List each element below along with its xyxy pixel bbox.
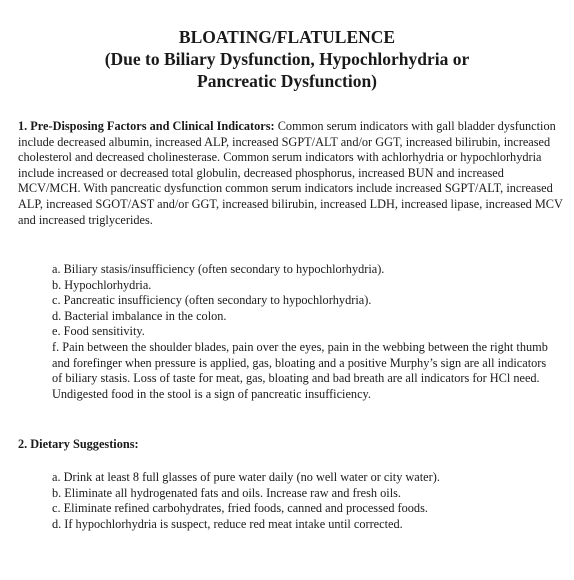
list-item: b. Hypochlorhydria. xyxy=(52,277,152,292)
cut-off-text-line xyxy=(52,534,312,542)
document-title: BLOATING/FLATULENCE xyxy=(178,27,396,47)
list-item: d. If hypochlorhydria is suspect, reduce red meat intake until corrected. xyxy=(52,516,403,531)
section-heading: 1. Pre-Disposing Factors and Clinical Indicators: xyxy=(18,119,275,133)
document-subtitle-line1: (Due to Biliary Dysfunction, Hypochlorhydria or xyxy=(104,49,470,69)
list-item: f. Pain between the shoulder blades, pain over the eyes, pain in the webbing between the right thumb and forefinger when pressure is applied, gas, bloating and a positive Murphy’s sign are all indicators of biliary stasis. Loss of taste for meat, gas, bloating and bad breath are all indicators for HCl need. Undigested food in the stool is a sign of pancreatic insufficiency. xyxy=(52,339,548,401)
section-heading-dietary: 2. Dietary Suggestions: xyxy=(18,437,139,451)
dietary-suggestions-list xyxy=(52,470,557,532)
predisposing-factors-list xyxy=(52,262,557,402)
section-predisposing-factors xyxy=(18,119,563,228)
list-item: e. Food sensitivity. xyxy=(52,324,145,339)
list-item: c. Pancreatic insufficiency (often secondary to hypochlorhydria). xyxy=(52,293,372,308)
list-item: a. Drink at least 8 full glasses of pure water daily (no well water or city water). xyxy=(52,470,440,484)
list-item: c. Eliminate refined carbohydrates, fried foods, canned and processed foods. xyxy=(52,501,428,516)
list-item: a. Biliary stasis/insufficiency (often secondary to hypochlorhydria). xyxy=(52,262,385,276)
list-item: b. Eliminate all hydrogenated fats and oils. Increase raw and fresh oils. xyxy=(52,485,401,500)
document-subtitle-line2: Pancreatic Dysfunction) xyxy=(197,71,377,91)
list-item: d. Bacterial imbalance in the colon. xyxy=(52,308,227,323)
section-body-text: Common serum indicators with gall bladder dysfunction include decreased albumin, increased ALP, increased SGPT/ALT and/or GGT, increased bilirubin, increased cholesterol and decreased cholinesterase. Common serum indicators with achlorhydria or hypochlorhydria include increased or decreased total globulin, decreased phosphorus, increased BUN and increased MCV/MCH. With pancreatic dysfunction common serum indicators include increased SGPT/ALT, increased ALP, increased SGOT/AST and/or GGT, increased bilirubin, increased LDH, increased lipase, increased MCV and increased triglycerides. xyxy=(18,119,563,227)
